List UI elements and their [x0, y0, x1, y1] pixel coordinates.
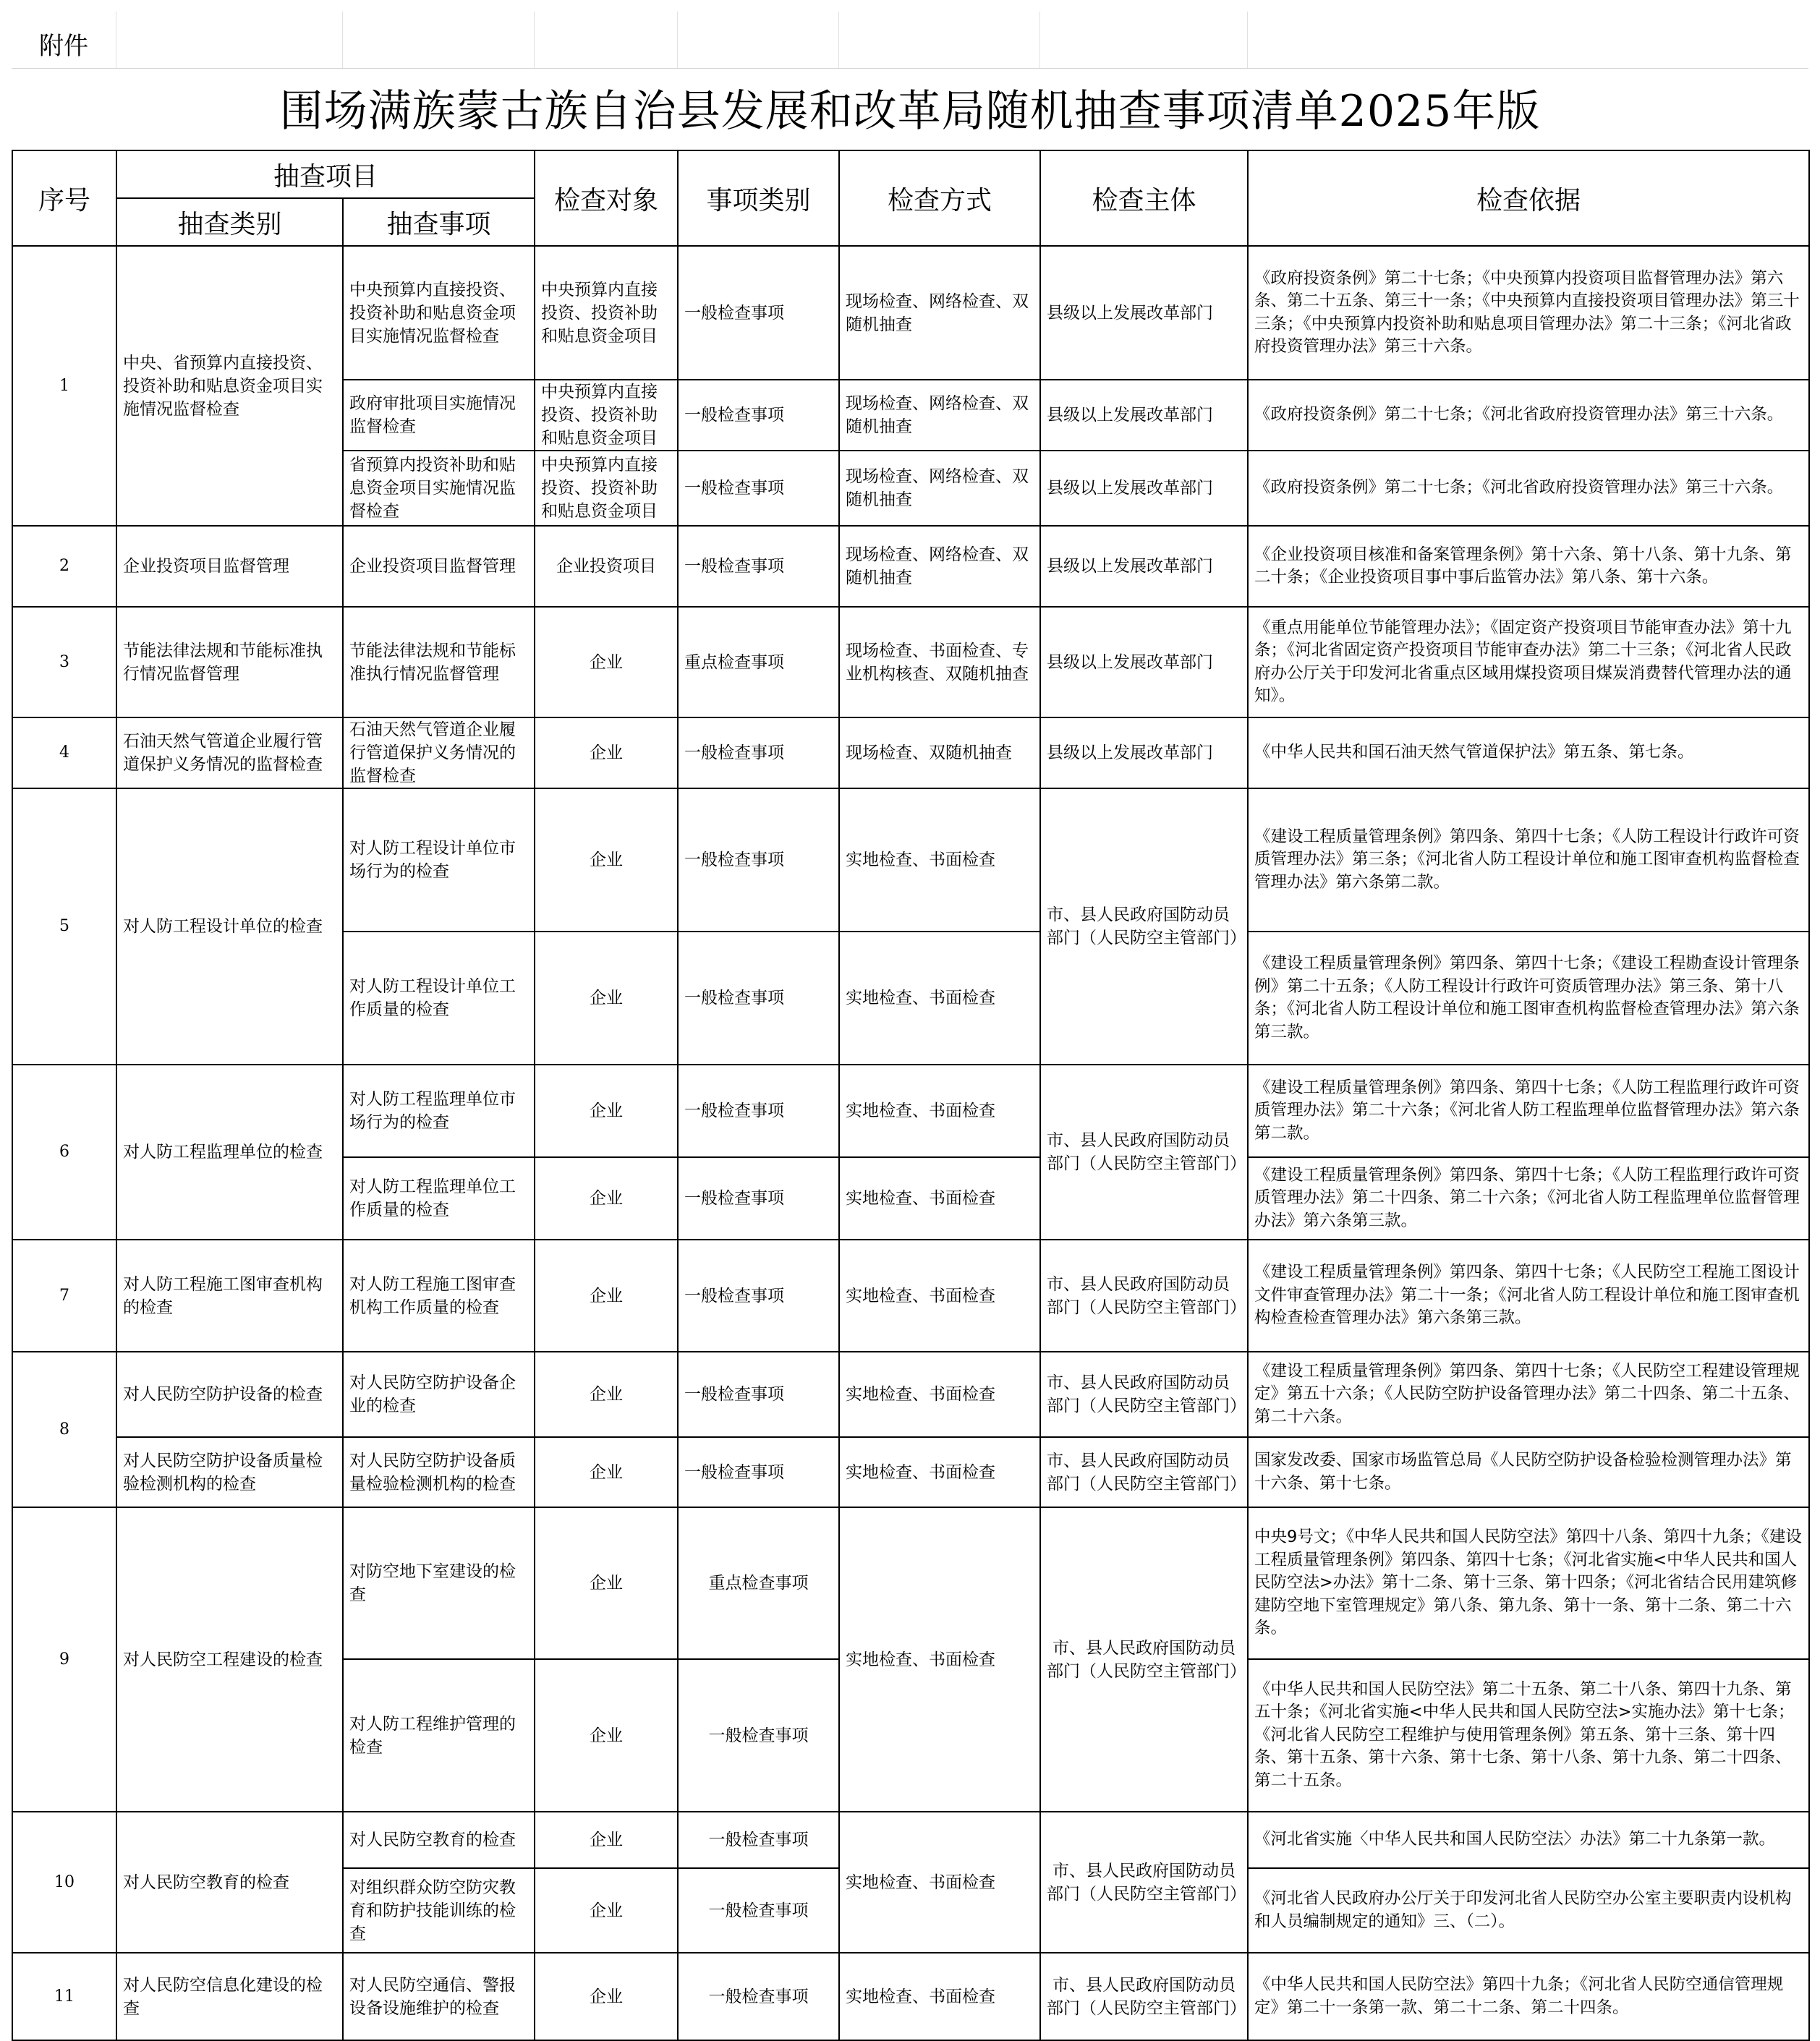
check-basis: 中央9号文；《中华人民共和国人民防空法》第四十八条、第四十九条；《建设工程质量管理条例》第四条、第四十七条；《河北省实施<中华人民共和国人民防空法>办法》第十二条、第十三条、第十四条；《河北省结合民用建筑修建防空地下室管理规定》第八条、第九条、第十一条、第十二条、第二十六条。: [1248, 1507, 1809, 1659]
check-matter: 企业投资项目监督管理: [343, 526, 535, 607]
check-method: 实地检查、书面检查: [839, 1507, 1040, 1812]
matter-type: 一般检查事项: [678, 1240, 839, 1352]
check-method: 实地检查、书面检查: [839, 1157, 1040, 1240]
check-method: 实地检查、书面检查: [839, 932, 1040, 1065]
check-object: 中央预算内直接投资、投资补助和贴息资金项目: [535, 380, 678, 451]
check-subject: 县级以上发展改革部门: [1040, 451, 1248, 526]
table-row: [12, 788, 1809, 932]
check-category: 对人民防空教育的检查: [116, 1812, 343, 1953]
check-subject: 市、县人民政府国防动员部门（人民防空主管部门）: [1040, 1437, 1248, 1507]
check-basis: 《重点用能单位节能管理办法》；《固定资产投资项目节能审查办法》第十九条；《河北省固定资产投资项目节能审查办法》第二十三条；《河北省人民政府办公厅关于印发河北省重点区域用煤投资项目煤炭消费替代管理办法的通知》。: [1248, 607, 1809, 717]
check-object: 企业: [535, 788, 678, 932]
check-subject: 市、县人民政府国防动员部门（人民防空主管部门）: [1040, 1507, 1248, 1812]
check-basis: 《政府投资条例》第二十七条；《河北省政府投资管理办法》第三十六条。: [1248, 451, 1809, 526]
check-method: 实地检查、书面检查: [839, 788, 1040, 932]
check-method: 现场检查、网络检查、双随机抽查: [839, 246, 1040, 380]
check-category: 石油天然气管道企业履行管道保护义务情况的监督检查: [116, 717, 343, 788]
check-object: 企业: [535, 1953, 678, 2040]
check-method: 现场检查、网络检查、双随机抽查: [839, 451, 1040, 526]
check-basis: 《政府投资条例》第二十七条；《中央预算内投资项目监督管理办法》第六条、第二十五条、第三十一条；《中央预算内直接投资项目管理办法》第三十三条；《中央预算内投资补助和贴息项目管理办法》第二十三条；《河北省政府投资管理办法》第三十六条。: [1248, 246, 1809, 380]
check-basis: 《河北省实施〈中华人民共和国人民防空法〉办法》第二十九条第一款。: [1248, 1812, 1809, 1868]
row-number: 4: [12, 717, 116, 788]
check-matter: 对人民防空教育的检查: [343, 1812, 535, 1868]
matter-type: 一般检查事项: [678, 1157, 839, 1240]
check-subject: 市、县人民政府国防动员部门（人民防空主管部门）: [1040, 788, 1248, 1065]
row-number: 6: [12, 1065, 116, 1240]
check-method: 现场检查、网络检查、双随机抽查: [839, 380, 1040, 451]
check-method: 现场检查、书面检查、专业机构核查、双随机抽查: [839, 607, 1040, 717]
row-number: 10: [12, 1812, 116, 1953]
table-row: [12, 1240, 1809, 1352]
check-matter: 对人防工程维护管理的检查: [343, 1659, 535, 1812]
header-type: 事项类别: [678, 150, 839, 246]
check-matter: 对人民防空防护设备质量检验检测机构的检查: [343, 1437, 535, 1507]
row-number: 3: [12, 607, 116, 717]
check-subject: 市、县人民政府国防动员部门（人民防空主管部门）: [1040, 1352, 1248, 1437]
check-category: 企业投资项目监督管理: [116, 526, 343, 607]
table-row: [12, 717, 1809, 788]
check-matter: 对人民防空防护设备企业的检查: [343, 1352, 535, 1437]
check-category: 对人民防空信息化建设的检查: [116, 1953, 343, 2040]
matter-type: 一般检查事项: [678, 717, 839, 788]
check-method: 实地检查、书面检查: [839, 1065, 1040, 1157]
table-row: [12, 526, 1809, 607]
row-number: 11: [12, 1953, 116, 2040]
check-basis: 《中华人民共和国人民防空法》第四十九条；《河北省人民防空通信管理规定》第二十一条第一款、第二十二条、第二十四条。: [1248, 1953, 1809, 2040]
check-category: 对人民防空防护设备的检查: [116, 1352, 343, 1437]
check-matter: 政府审批项目实施情况监督检查: [343, 380, 535, 451]
check-basis: 《建设工程质量管理条例》第四条、第四十七条；《人防工程监理行政许可资质管理办法》第二十六条；《河北省人防工程监理单位监督管理办法》第六条第二款。: [1248, 1065, 1809, 1157]
check-object: 企业: [535, 932, 678, 1065]
check-matter: 对人防工程监理单位工作质量的检查: [343, 1157, 535, 1240]
header-object: 检查对象: [535, 150, 678, 246]
check-basis: 《建设工程质量管理条例》第四条、第四十七条；《建设工程勘查设计管理条例》第二十五条；《人防工程设计行政许可资质管理办法》第三条、第十八条；《河北省人防工程设计单位和施工图审查机构监督检查管理办法》第六条第三款。: [1248, 932, 1809, 1065]
check-subject: 市、县人民政府国防动员部门（人民防空主管部门）: [1040, 1953, 1248, 2040]
row-number: 7: [12, 1240, 116, 1352]
check-category: 对人防工程施工图审查机构的检查: [116, 1240, 343, 1352]
attachment-row: [12, 12, 1808, 69]
page-title: 围场满族蒙古族自治县发展和改革局随机抽查事项清单2025年版: [279, 86, 1541, 137]
check-method: 实地检查、书面检查: [839, 1240, 1040, 1352]
check-subject: 县级以上发展改革部门: [1040, 717, 1248, 788]
check-matter: 石油天然气管道企业履行管道保护义务情况的监督检查: [343, 717, 535, 788]
check-object: 企业: [535, 1437, 678, 1507]
table-row: [12, 1953, 1809, 2040]
check-subject: 县级以上发展改革部门: [1040, 526, 1248, 607]
matter-type: 一般检查事项: [678, 246, 839, 380]
matter-type: 重点检查事项: [678, 607, 839, 717]
check-object: 企业: [535, 1507, 678, 1659]
check-method: 实地检查、书面检查: [839, 1352, 1040, 1437]
check-subject: 市、县人民政府国防动员部门（人民防空主管部门）: [1040, 1065, 1248, 1240]
check-subject: 县级以上发展改革部门: [1040, 380, 1248, 451]
check-basis: 《建设工程质量管理条例》第四条、第四十七条；《人防工程设计行政许可资质管理办法》第三条；《河北省人防工程设计单位和施工图审查机构监督检查管理办法》第六条第二款。: [1248, 788, 1809, 932]
check-object: 企业: [535, 607, 678, 717]
header-subject: 检查主体: [1040, 150, 1248, 246]
matter-type: 一般检查事项: [678, 788, 839, 932]
check-matter: 对组织群众防空防灾教育和防护技能训练的检查: [343, 1868, 535, 1953]
matter-type: 一般检查事项: [678, 1953, 839, 2040]
check-category: 对人民防空防护设备质量检验检测机构的检查: [116, 1437, 343, 1507]
check-matter: 对人防工程设计单位工作质量的检查: [343, 932, 535, 1065]
check-object: 企业: [535, 1352, 678, 1437]
matter-type: 一般检查事项: [678, 380, 839, 451]
matter-type: 一般检查事项: [678, 1437, 839, 1507]
attachment-label: 附件: [39, 32, 88, 61]
check-basis: 《建设工程质量管理条例》第四条、第四十七条；《人民防空工程建设管理规定》第五十六条；《人民防空防护设备管理办法》第二十四条、第二十五条、第二十六条。: [1248, 1352, 1809, 1437]
check-object: 企业: [535, 1065, 678, 1157]
check-object: 企业: [535, 1659, 678, 1812]
check-subject: 市、县人民政府国防动员部门（人民防空主管部门）: [1040, 1240, 1248, 1352]
check-category: 中央、省预算内直接投资、投资补助和贴息资金项目实施情况监督检查: [116, 246, 343, 526]
table-row: [12, 1507, 1809, 1659]
check-method: 实地检查、书面检查: [839, 1437, 1040, 1507]
row-number: 1: [12, 246, 116, 526]
check-category: 对人防工程监理单位的检查: [116, 1065, 343, 1240]
table-row: [12, 246, 1809, 380]
check-basis: 《政府投资条例》第二十七条；《河北省政府投资管理办法》第三十六条。: [1248, 380, 1809, 451]
header-category: 抽查类别: [116, 198, 343, 246]
inspection-table: [12, 150, 1810, 2041]
table-row: [12, 1065, 1809, 1157]
check-subject: 市、县人民政府国防动员部门（人民防空主管部门）: [1040, 1812, 1248, 1953]
check-basis: 《中华人民共和国人民防空法》第二十五条、第二十八条、第四十九条、第五十条；《河北省实施<中华人民共和国人民防空法>实施办法》第十七条；《河北省人民防空工程维护与使用管理条例》第五条、第十三条、第十四条、第十五条、第十六条、第十七条、第十八条、第十九条、第二十四条、第二十五条。: [1248, 1659, 1809, 1812]
check-matter: 对人民防空通信、警报设备设施维护的检查: [343, 1953, 535, 2040]
matter-type: 一般检查事项: [678, 1812, 839, 1868]
check-basis: 《建设工程质量管理条例》第四条、第四十七条；《人防工程监理行政许可资质管理办法》第二十四条、第二十六条；《河北省人防工程监理单位监督管理办法》第六条第三款。: [1248, 1157, 1809, 1240]
matter-type: 一般检查事项: [678, 451, 839, 526]
matter-type: 一般检查事项: [678, 1065, 839, 1157]
spreadsheet: [12, 12, 1808, 2041]
table-row: [12, 1812, 1809, 1868]
header-method: 检查方式: [839, 150, 1040, 246]
check-matter: 对人防工程施工图审查机构工作质量的检查: [343, 1240, 535, 1352]
check-matter: 对防空地下室建设的检查: [343, 1507, 535, 1659]
header-matter: 抽查事项: [343, 198, 535, 246]
check-category: 对人防工程设计单位的检查: [116, 788, 343, 1065]
check-subject: 县级以上发展改革部门: [1040, 607, 1248, 717]
matter-type: 一般检查事项: [678, 1352, 839, 1437]
header-basis: 检查依据: [1248, 150, 1809, 246]
check-method: 现场检查、网络检查、双随机抽查: [839, 526, 1040, 607]
check-object: 企业投资项目: [535, 526, 678, 607]
table-row: [12, 607, 1809, 717]
check-object: 中央预算内直接投资、投资补助和贴息资金项目: [535, 246, 678, 380]
header-item-group: 抽查项目: [116, 150, 535, 198]
check-basis: 《建设工程质量管理条例》第四条、第四十七条；《人民防空工程施工图设计文件审查管理办法》第二十一条；《河北省人防工程设计单位和施工图审查机构检查检查管理办法》第六条第三款。: [1248, 1240, 1809, 1352]
check-object: 企业: [535, 717, 678, 788]
check-object: 企业: [535, 1240, 678, 1352]
check-method: 实地检查、书面检查: [839, 1953, 1040, 2040]
check-basis: 《企业投资项目核准和备案管理条例》第十六条、第十八条、第十九条、第二十条；《企业投资项目事中事后监管办法》第八条、第十六条。: [1248, 526, 1809, 607]
check-basis: 《中华人民共和国石油天然气管道保护法》第五条、第七条。: [1248, 717, 1809, 788]
check-matter: 节能法律法规和节能标准执行情况监督管理: [343, 607, 535, 717]
check-object: 中央预算内直接投资、投资补助和贴息资金项目: [535, 451, 678, 526]
check-matter: 省预算内投资补助和贴息资金项目实施情况监督检查: [343, 451, 535, 526]
check-matter: 对人防工程设计单位市场行为的检查: [343, 788, 535, 932]
check-method: 实地检查、书面检查: [839, 1812, 1040, 1953]
check-object: 企业: [535, 1868, 678, 1953]
row-number: 9: [12, 1507, 116, 1812]
check-basis: 国家发改委、国家市场监管总局《人民防空防护设备检验检测管理办法》第十六条、第十七条。: [1248, 1437, 1809, 1507]
check-object: 企业: [535, 1812, 678, 1868]
check-method: 现场检查、双随机抽查: [839, 717, 1040, 788]
check-category: 对人民防空工程建设的检查: [116, 1507, 343, 1812]
check-matter: 中央预算内直接投资、投资补助和贴息资金项目实施情况监督检查: [343, 246, 535, 380]
matter-type: 一般检查事项: [678, 526, 839, 607]
row-number: 2: [12, 526, 116, 607]
matter-type: 重点检查事项: [678, 1507, 839, 1659]
check-matter: 对人防工程监理单位市场行为的检查: [343, 1065, 535, 1157]
matter-type: 一般检查事项: [678, 1659, 839, 1812]
table-row: [12, 1352, 1809, 1437]
table-row: [12, 1437, 1809, 1507]
matter-type: 一般检查事项: [678, 1868, 839, 1953]
check-subject: 县级以上发展改革部门: [1040, 246, 1248, 380]
check-category: 节能法律法规和节能标准执行情况监督管理: [116, 607, 343, 717]
check-basis: 《河北省人民政府办公厅关于印发河北省人民防空办公室主要职责内设机构和人员编制规定的通知》三、（二）。: [1248, 1868, 1809, 1953]
row-number: 5: [12, 788, 116, 1065]
row-number: 8: [12, 1352, 116, 1507]
check-object: 企业: [535, 1157, 678, 1240]
matter-type: 一般检查事项: [678, 932, 839, 1065]
header-no: 序号: [12, 150, 116, 246]
